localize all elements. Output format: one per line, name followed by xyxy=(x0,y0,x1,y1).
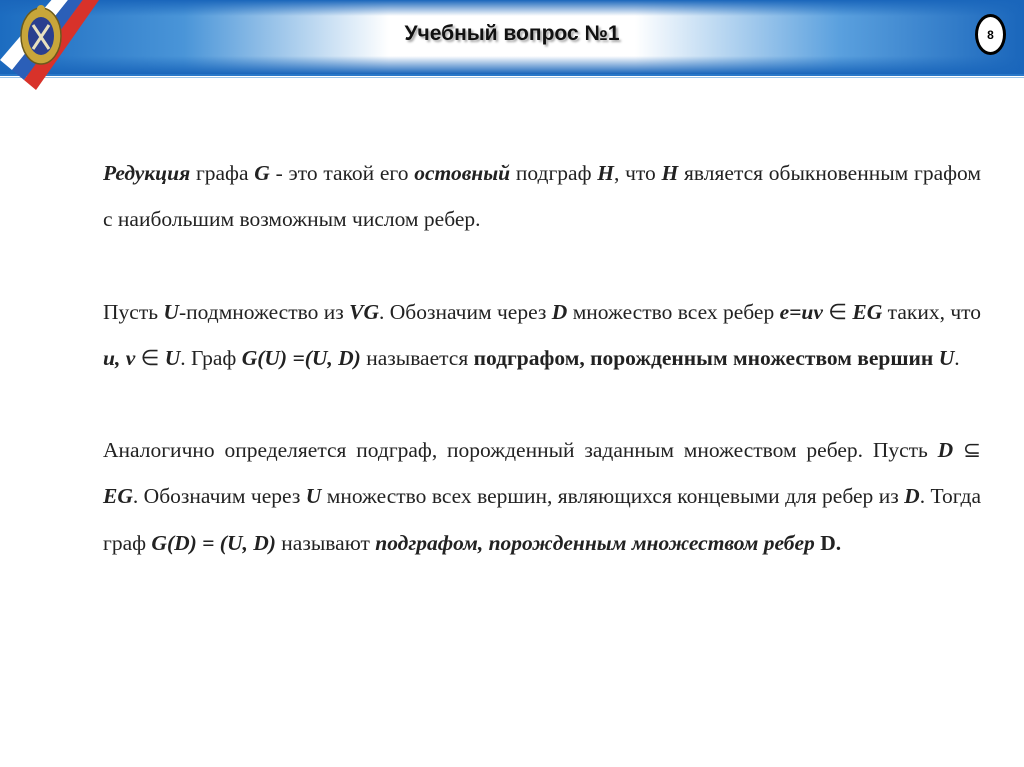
text-segment: ∈ xyxy=(135,345,165,370)
slide-title: Учебный вопрос №1 xyxy=(404,22,620,45)
paragraph-1 xyxy=(103,150,981,243)
text-segment: . Обозначим через xyxy=(132,484,306,509)
text-segment: ∈ xyxy=(822,299,853,324)
emphasized-term: u, v xyxy=(103,345,136,370)
header-divider-thin xyxy=(0,77,1024,78)
text-segment: . Обозначим через xyxy=(379,299,552,324)
header-divider xyxy=(0,74,1024,76)
emphasized-term: U xyxy=(305,484,322,509)
emphasized-term: EG xyxy=(852,299,883,324)
emphasized-term: H xyxy=(661,161,679,185)
text-segment: таких, что xyxy=(882,299,982,324)
text-segment: Пусть xyxy=(103,299,164,324)
text-segment: Аналогично определяется подграф, порожденный заданным множеством ребер. Пусть xyxy=(103,438,938,463)
emphasized-term: подграфом, порожденным множеством вершин xyxy=(473,345,934,370)
emphasized-term: VG xyxy=(349,299,380,324)
emphasized-term: D. xyxy=(820,530,842,555)
text-segment: подграф xyxy=(510,161,598,185)
emphasized-term: G(D) = (U, D) xyxy=(151,530,276,555)
emphasized-term: EG xyxy=(103,484,133,509)
text-segment: -подмножество из xyxy=(178,299,350,324)
emphasized-term: e=uv xyxy=(779,299,823,324)
emphasized-term: D xyxy=(937,438,954,463)
emphasized-term: остовный xyxy=(414,161,511,185)
emphasized-term: G xyxy=(254,161,270,185)
emphasized-term: U xyxy=(164,345,181,370)
text-segment: . Граф xyxy=(180,345,242,370)
text-segment: ⊆ xyxy=(953,438,982,463)
text-segment: . Тогда граф xyxy=(103,484,981,555)
emphasized-term: D xyxy=(551,299,568,324)
slide-body xyxy=(103,150,981,612)
emphasized-term: подграфом, порожденным множеством ребер xyxy=(375,530,815,555)
text-segment: множество всех вершин, являющихся концевыми для ребер из xyxy=(321,484,905,509)
emphasized-term: U xyxy=(163,299,179,324)
slide-number-badge: 8 xyxy=(975,14,1006,55)
text-segment: графа xyxy=(190,161,255,185)
text-segment: - это такой его xyxy=(269,161,415,185)
text-segment: . xyxy=(954,345,960,370)
paragraph-2 xyxy=(103,289,981,382)
emphasized-term: G(U) =(U, D) xyxy=(241,345,361,370)
emphasized-term: U xyxy=(938,345,955,370)
text-segment: множество всех ребер xyxy=(567,299,780,324)
text-segment: называют xyxy=(275,530,376,555)
text-segment: , что xyxy=(613,161,662,185)
emphasized-term: Редукция xyxy=(103,161,191,185)
paragraph-3 xyxy=(103,427,981,566)
text-segment: называется xyxy=(360,345,474,370)
emphasized-term: D xyxy=(904,484,920,509)
text-segment: является обыкновенным графом с наибольшим возможным числом ребер. xyxy=(103,161,981,232)
emphasized-term: H xyxy=(597,161,614,185)
